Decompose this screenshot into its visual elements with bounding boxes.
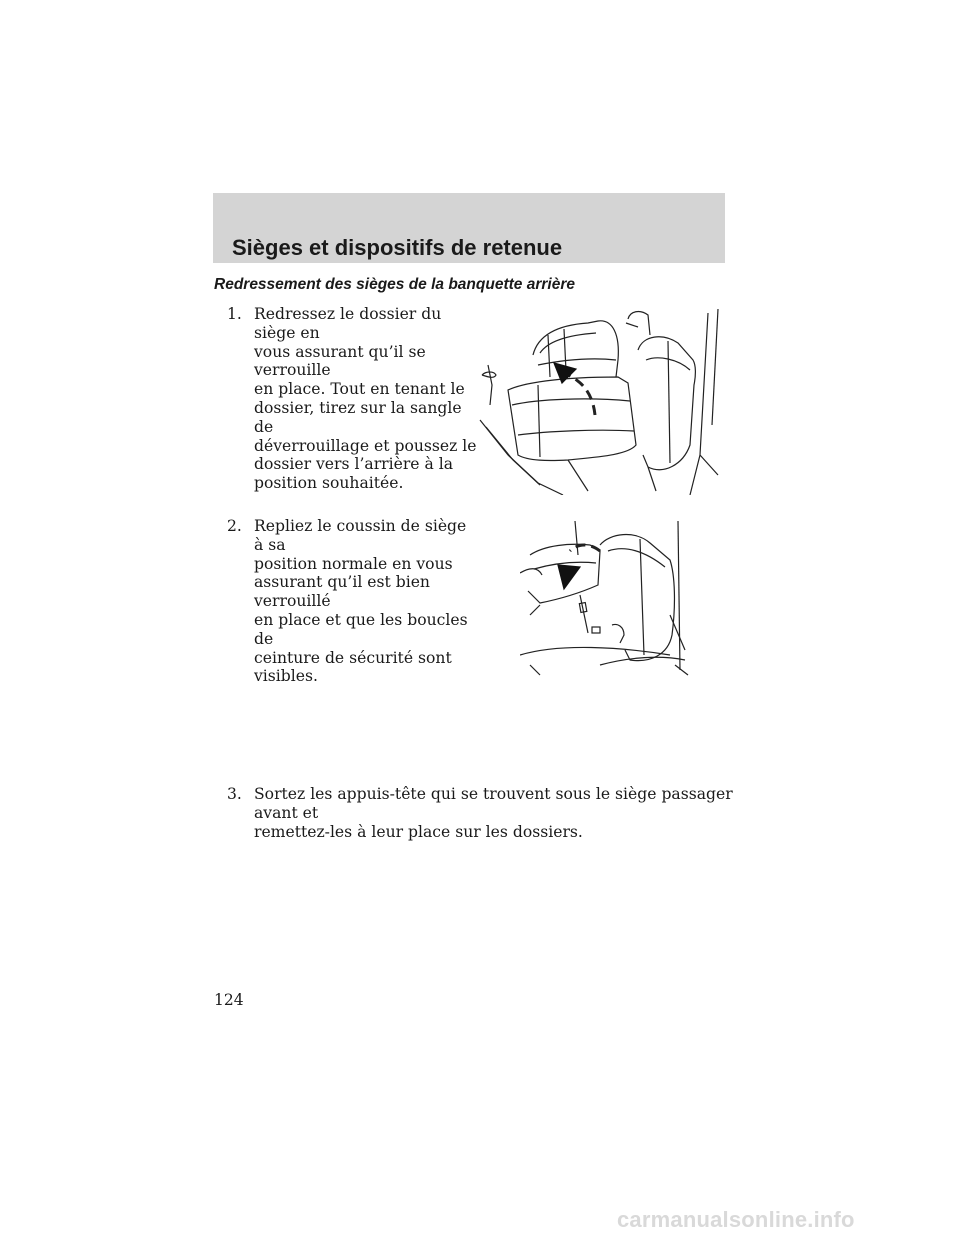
step-3 bbox=[227, 785, 747, 841]
step-number: 3. bbox=[227, 785, 242, 803]
step-line: ceinture de sécurité sont bbox=[254, 648, 452, 667]
seatback-raise-illustration bbox=[478, 305, 728, 495]
cushion-fold-illustration bbox=[520, 515, 695, 680]
step-line: position normale en vous bbox=[254, 554, 453, 573]
step-line: position souhaitée. bbox=[254, 474, 404, 493]
step-number: 2. bbox=[227, 517, 242, 535]
step-line: remettez-les à leur place sur les dossiers. bbox=[254, 822, 583, 841]
step-line: vous assurant qu’il se verrouille bbox=[254, 342, 426, 380]
page-number: 124 bbox=[214, 991, 244, 1009]
step-line: dossier vers l’arrière à la bbox=[254, 455, 453, 474]
section-title: Sièges et dispositifs de retenue bbox=[232, 235, 563, 260]
step-number: 1. bbox=[227, 305, 242, 323]
step-2 bbox=[227, 517, 477, 686]
step-line: déverrouillage et poussez le bbox=[254, 436, 477, 455]
step-line: Sortez les appuis-tête qui se trouvent sous le siège passager avant et bbox=[254, 785, 733, 822]
subheading: Redressement des sièges de la banquette arrière bbox=[214, 276, 575, 293]
step-line: Repliez le coussin de siège à sa bbox=[254, 517, 467, 554]
step-line: Redressez le dossier du siège en bbox=[254, 305, 442, 342]
step-1 bbox=[227, 305, 477, 493]
step-line: assurant qu’il est bien verrouillé bbox=[254, 573, 430, 611]
watermark: carmanualsonline.info bbox=[617, 1207, 855, 1232]
step-line: en place. Tout en tenant le bbox=[254, 380, 465, 399]
step-line: visibles. bbox=[254, 667, 318, 686]
step-line: dossier, tirez sur la sangle de bbox=[254, 398, 462, 436]
step-line: en place et que les boucles de bbox=[254, 610, 468, 648]
